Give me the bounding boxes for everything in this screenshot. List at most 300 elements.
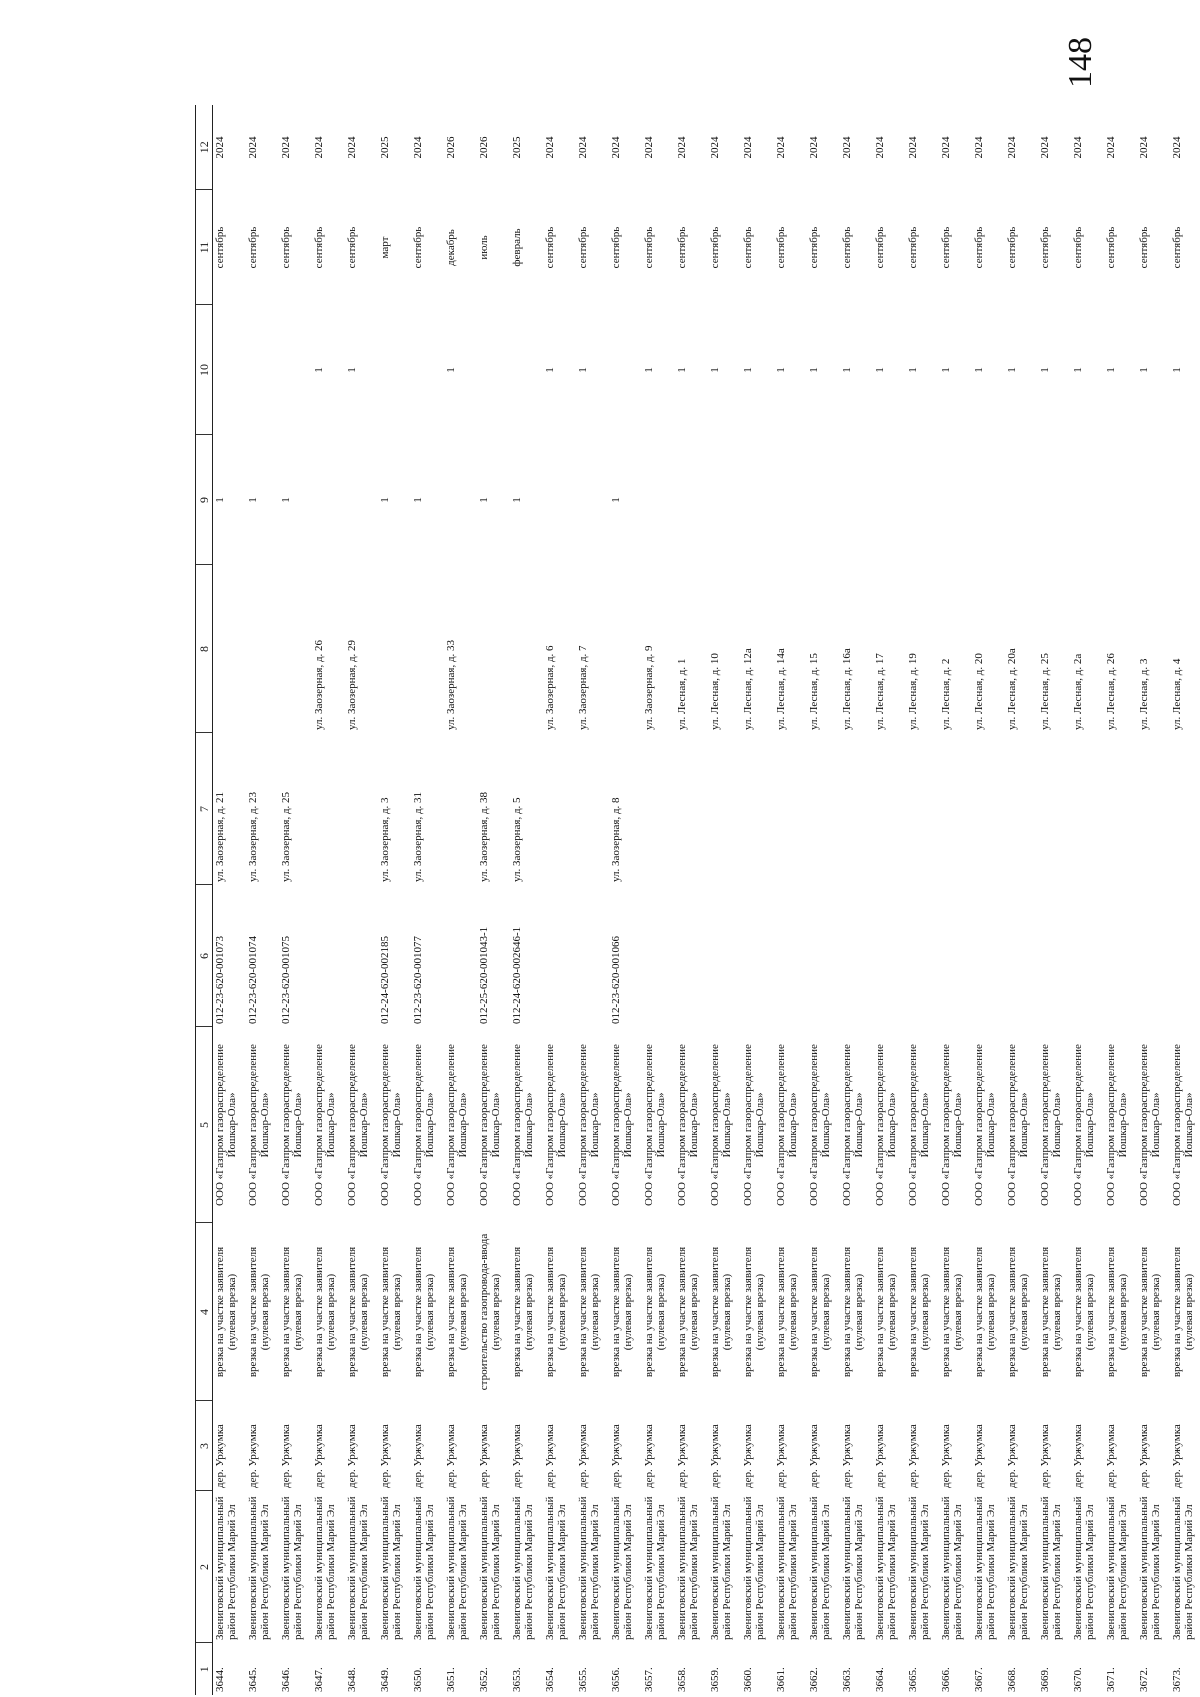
month-cell: сентябрь [775, 226, 787, 269]
year-cell: 2024 [709, 136, 721, 159]
organization-cell: ООО «Газпром газораспределение Йошкар-Ола» [676, 1044, 700, 1206]
quantity-cell: 1 [841, 367, 853, 373]
contract-number-cell: 012-23-620-001074 [247, 936, 259, 1024]
locality-cell: дер. Уржумка [1138, 1424, 1150, 1488]
quantity-cell [444, 435, 477, 565]
quantity-cell [543, 435, 576, 565]
quantity-cell [1071, 435, 1104, 565]
locality-cell: дер. Уржумка [643, 1424, 655, 1488]
row-number-cell: 3670. [1072, 1667, 1084, 1692]
quantity-cell [1104, 435, 1137, 565]
row-number-cell: 3662. [808, 1667, 820, 1692]
quantity-cell [411, 305, 444, 435]
address-cell [906, 733, 939, 885]
organization-cell: ООО «Газпром газораспределение Йошкар-Ола» [379, 1044, 403, 1206]
address-cell: ул. Лесная, д. 25 [1039, 653, 1051, 730]
address-cell: ул. Заозерная, д. 21 [214, 791, 226, 882]
organization-cell: ООО «Газпром газораспределение Йошкар-Ола» [940, 1044, 964, 1206]
work-type-cell: врезка на участке заявителя (нулевая врезка) [610, 1246, 634, 1378]
address-cell: ул. Лесная, д. 12а [742, 648, 754, 730]
table-row [213, 105, 247, 1695]
organization-cell: ООО «Газпром газораспределение Йошкар-Ола» [214, 1044, 238, 1206]
row-number-cell: 3666. [940, 1667, 952, 1692]
year-cell: 2024 [214, 136, 226, 159]
quantity-cell [279, 305, 312, 435]
locality-cell: дер. Уржумка [1072, 1424, 1084, 1488]
column-header: 8 [196, 565, 213, 733]
table-row [1170, 105, 1200, 1695]
organization-cell: ООО «Газпром газораспределение Йошкар-Ола» [1105, 1044, 1129, 1206]
organization-cell: ООО «Газпром газораспределение Йошкар-Ола» [610, 1044, 634, 1206]
district-cell: Звениговский муниципальный район Республики Марий Эл [280, 1496, 304, 1640]
address-cell [444, 733, 477, 885]
table-row [807, 105, 840, 1695]
district-cell: Звениговский муниципальный район Республики Марий Эл [1039, 1496, 1063, 1640]
quantity-cell: 1 [379, 497, 391, 503]
month-cell: февраль [511, 228, 523, 267]
quantity-cell: 1 [280, 497, 292, 503]
year-cell: 2024 [1138, 136, 1150, 159]
table-row [840, 105, 873, 1695]
year-cell: 2024 [775, 136, 787, 159]
locality-cell: дер. Уржумка [610, 1424, 622, 1488]
quantity-cell [939, 435, 972, 565]
contract-number-cell: 012-23-620-001075 [280, 936, 292, 1024]
address-cell: ул. Заозерная, д. 23 [247, 791, 259, 882]
quantity-cell: 1 [874, 367, 886, 373]
month-cell: декабрь [445, 229, 457, 266]
year-cell: 2024 [874, 136, 886, 159]
year-cell: 2024 [610, 136, 622, 159]
district-cell: Звениговский муниципальный район Республики Марий Эл [247, 1496, 271, 1640]
column-header: 7 [196, 733, 213, 885]
organization-cell: ООО «Газпром газораспределение Йошкар-Ола» [1138, 1044, 1162, 1206]
district-cell: Звениговский муниципальный район Республики Марий Эл [313, 1496, 337, 1640]
address-cell: ул. Лесная, д. 26 [1105, 653, 1117, 730]
address-cell: ул. Лесная, д. 4 [1171, 658, 1183, 730]
address-cell: ул. Заозерная, д. 29 [346, 639, 358, 730]
year-cell: 2024 [841, 136, 853, 159]
work-type-cell: врезка на участке заявителя (нулевая врезка) [379, 1246, 403, 1378]
table-row [906, 105, 939, 1695]
address-cell [543, 733, 576, 885]
quantity-cell [708, 435, 741, 565]
work-type-cell: врезка на участке заявителя (нулевая врезка) [214, 1246, 238, 1378]
address-cell: ул. Лесная, д. 19 [907, 653, 919, 730]
work-type-cell: врезка на участке заявителя (нулевая врезка) [544, 1246, 568, 1378]
locality-cell: дер. Уржумка [379, 1424, 391, 1488]
contract-number-cell [1170, 885, 1200, 1027]
table-row [1104, 105, 1137, 1695]
table-body [213, 105, 1200, 1695]
contract-number-cell [675, 885, 708, 1027]
address-cell [972, 733, 1005, 885]
month-cell: сентябрь [214, 226, 226, 269]
row-number-cell: 3664. [874, 1667, 886, 1692]
organization-cell: ООО «Газпром газораспределение Йошкар-Ола» [808, 1044, 832, 1206]
month-cell: сентябрь [709, 226, 721, 269]
district-cell: Звениговский муниципальный район Республики Марий Эл [709, 1496, 733, 1640]
address-cell [213, 565, 247, 733]
organization-cell: ООО «Газпром газораспределение Йошкар-Ола» [247, 1044, 271, 1206]
address-cell: ул. Лесная, д. 20а [1006, 648, 1018, 730]
work-type-cell: врезка на участке заявителя (нулевая врезка) [874, 1246, 898, 1378]
organization-cell: ООО «Газпром газораспределение Йошкар-Ола» [973, 1044, 997, 1206]
year-cell: 2024 [1105, 136, 1117, 159]
table-row [972, 105, 1005, 1695]
locality-cell: дер. Уржумка [775, 1424, 787, 1488]
quantity-cell [807, 435, 840, 565]
address-cell [246, 565, 279, 733]
address-cell: ул. Лесная, д. 1 [676, 658, 688, 730]
work-type-cell: врезка на участке заявителя (нулевая врезка) [1006, 1246, 1030, 1378]
row-number-cell: 3672. [1138, 1667, 1150, 1692]
month-cell: сентябрь [907, 226, 919, 269]
locality-cell: дер. Уржумка [874, 1424, 886, 1488]
district-cell: Звениговский муниципальный район Республики Марий Эл [1072, 1496, 1096, 1640]
address-cell: ул. Заозерная, д. 25 [280, 791, 292, 882]
row-number-cell: 3649. [379, 1667, 391, 1692]
contract-number-cell [840, 885, 873, 1027]
work-type-cell: врезка на участке заявителя (нулевая врезка) [742, 1246, 766, 1378]
quantity-cell [378, 305, 411, 435]
quantity-cell [213, 305, 247, 435]
table-row [411, 105, 444, 1695]
locality-cell: дер. Уржумка [973, 1424, 985, 1488]
contract-number-cell [1104, 885, 1137, 1027]
work-type-cell: врезка на участке заявителя (нулевая врезка) [1105, 1246, 1129, 1378]
year-cell: 2026 [445, 136, 457, 159]
work-type-cell: врезка на участке заявителя (нулевая врезка) [907, 1246, 931, 1378]
address-cell: ул. Заозерная, д. 8 [610, 797, 622, 882]
district-cell: Звениговский муниципальный район Республики Марий Эл [775, 1496, 799, 1640]
district-cell: Звениговский муниципальный район Республики Марий Эл [610, 1496, 634, 1640]
work-type-cell: строительство газопровода-ввода (нулевая врезка) [478, 1233, 502, 1391]
address-cell: ул. Лесная, д. 10 [709, 653, 721, 730]
contract-number-cell: 012-24-620-002646-1 [511, 926, 523, 1024]
organization-cell: ООО «Газпром газораспределение Йошкар-Ола» [742, 1044, 766, 1206]
work-type-cell: врезка на участке заявителя (нулевая врезка) [511, 1246, 535, 1378]
locality-cell: дер. Уржумка [1171, 1424, 1183, 1488]
locality-cell: дер. Уржумка [412, 1424, 424, 1488]
contract-number-cell [1005, 885, 1038, 1027]
table-row [246, 105, 279, 1695]
organization-cell: ООО «Газпром газораспределение Йошкар-Ола» [841, 1044, 865, 1206]
address-cell [1038, 733, 1071, 885]
work-type-cell: врезка на участке заявителя (нулевая врезка) [445, 1246, 469, 1378]
contract-number-cell [708, 885, 741, 1027]
locality-cell: дер. Уржумка [742, 1424, 754, 1488]
quantity-cell [609, 305, 642, 435]
month-cell: сентябрь [544, 226, 556, 269]
row-number-cell: 3656. [610, 1667, 622, 1692]
month-cell: сентябрь [874, 226, 886, 269]
table-row [741, 105, 774, 1695]
contract-number-cell [807, 885, 840, 1027]
month-cell: сентябрь [973, 226, 985, 269]
district-cell: Звениговский муниципальный район Республики Марий Эл [577, 1496, 601, 1640]
address-cell: ул. Лесная, д. 3 [1138, 658, 1150, 730]
address-cell [1170, 733, 1200, 885]
address-cell [873, 733, 906, 885]
work-type-cell: врезка на участке заявителя (нулевая врезка) [313, 1246, 337, 1378]
column-header: 4 [196, 1223, 213, 1401]
year-cell: 2024 [247, 136, 259, 159]
year-cell: 2024 [544, 136, 556, 159]
quantity-cell [312, 435, 345, 565]
locality-cell: дер. Уржумка [478, 1424, 490, 1488]
district-cell: Звениговский муниципальный район Республики Марий Эл [676, 1496, 700, 1640]
contract-number-cell [906, 885, 939, 1027]
locality-cell: дер. Уржумка [1105, 1424, 1117, 1488]
month-cell: сентябрь [676, 226, 688, 269]
locality-cell: дер. Уржумка [313, 1424, 325, 1488]
contract-number-cell [576, 885, 609, 1027]
locality-cell: дер. Уржумка [346, 1424, 358, 1488]
quantity-cell: 1 [1138, 367, 1150, 373]
row-number-cell: 3657. [643, 1667, 655, 1692]
locality-cell: дер. Уржумка [445, 1424, 457, 1488]
month-cell: сентябрь [643, 226, 655, 269]
locality-cell: дер. Уржумка [247, 1424, 259, 1488]
work-type-cell: врезка на участке заявителя (нулевая врезка) [940, 1246, 964, 1378]
table-row [378, 105, 411, 1695]
table-row [609, 105, 642, 1695]
organization-cell: ООО «Газпром газораспределение Йошкар-Ола» [412, 1044, 436, 1206]
organization-cell: ООО «Газпром газораспределение Йошкар-Ола» [346, 1044, 370, 1206]
contract-number-cell [1137, 885, 1170, 1027]
table-row [543, 105, 576, 1695]
organization-cell: ООО «Газпром газораспределение Йошкар-Ола» [874, 1044, 898, 1206]
work-type-cell: врезка на участке заявителя (нулевая врезка) [841, 1246, 865, 1378]
year-cell: 2024 [742, 136, 754, 159]
month-cell: сентябрь [313, 226, 325, 269]
organization-cell: ООО «Газпром газораспределение Йошкар-Ола» [445, 1044, 469, 1206]
work-type-cell: врезка на участке заявителя (нулевая врезка) [775, 1246, 799, 1378]
row-number-cell: 3653. [511, 1667, 523, 1692]
quantity-cell: 1 [577, 367, 589, 373]
address-cell: ул. Заозерная, д. 6 [544, 645, 556, 730]
table-row [345, 105, 378, 1695]
locality-cell: дер. Уржумка [1039, 1424, 1051, 1488]
table-row [1005, 105, 1038, 1695]
address-cell: ул. Заозерная, д. 31 [412, 791, 424, 882]
address-cell: ул. Заозерная, д. 3 [379, 797, 391, 882]
row-number-cell: 3655. [577, 1667, 589, 1692]
contract-number-cell [312, 885, 345, 1027]
address-cell [708, 733, 741, 885]
row-number-cell: 3645. [247, 1667, 259, 1692]
contract-number-cell [642, 885, 675, 1027]
contract-number-cell [741, 885, 774, 1027]
quantity-cell: 1 [643, 367, 655, 373]
work-type-cell: врезка на участке заявителя (нулевая врезка) [412, 1246, 436, 1378]
contract-number-cell [774, 885, 807, 1027]
table-row [279, 105, 312, 1695]
address-cell: ул. Лесная, д. 16а [841, 648, 853, 730]
quantity-cell [1137, 435, 1170, 565]
row-number-cell: 3659. [709, 1667, 721, 1692]
quantity-cell [1038, 435, 1071, 565]
address-cell: ул. Лесная, д. 14а [775, 648, 787, 730]
column-header: 1 [196, 1643, 213, 1695]
table-row [675, 105, 708, 1695]
contract-number-cell [1071, 885, 1104, 1027]
column-header: 9 [196, 435, 213, 565]
organization-cell: ООО «Газпром газораспределение Йошкар-Ола» [775, 1044, 799, 1206]
work-type-cell: врезка на участке заявителя (нулевая врезка) [577, 1246, 601, 1378]
quantity-cell: 1 [445, 367, 457, 373]
quantity-cell: 1 [1006, 367, 1018, 373]
table-row [444, 105, 477, 1695]
row-number-cell: 3647. [313, 1667, 325, 1692]
address-cell: ул. Заозерная, д. 38 [478, 791, 490, 882]
rotated-table-page [195, 105, 1200, 1695]
organization-cell: ООО «Газпром газораспределение Йошкар-Ола» [1072, 1044, 1096, 1206]
address-cell: ул. Заозерная, д. 7 [577, 645, 589, 730]
district-cell: Звениговский муниципальный район Республики Марий Эл [445, 1496, 469, 1640]
address-cell: ул. Лесная, д. 2а [1072, 653, 1084, 730]
quantity-cell [477, 305, 510, 435]
address-cell [279, 565, 312, 733]
work-type-cell: врезка на участке заявителя (нулевая врезка) [1138, 1246, 1162, 1378]
table-row [939, 105, 972, 1695]
table-row [1071, 105, 1104, 1695]
row-number-cell: 3660. [742, 1667, 754, 1692]
locality-cell: дер. Уржумка [577, 1424, 589, 1488]
locality-cell: дер. Уржумка [511, 1424, 523, 1488]
work-type-cell: врезка на участке заявителя (нулевая врезка) [808, 1246, 832, 1378]
row-number-cell: 3668. [1006, 1667, 1018, 1692]
address-cell [1071, 733, 1104, 885]
locality-cell: дер. Уржумка [907, 1424, 919, 1488]
address-cell [411, 565, 444, 733]
year-cell: 2024 [1006, 136, 1018, 159]
locality-cell: дер. Уржумка [808, 1424, 820, 1488]
column-number-header-row [196, 105, 213, 1695]
column-header: 2 [196, 1491, 213, 1643]
month-cell: сентябрь [940, 226, 952, 269]
district-cell: Звениговский муниципальный район Республики Марий Эл [346, 1496, 370, 1640]
row-number-cell: 3646. [280, 1667, 292, 1692]
organization-cell: ООО «Газпром газораспределение Йошкар-Ола» [1171, 1044, 1195, 1206]
month-cell: сентябрь [841, 226, 853, 269]
month-cell: сентябрь [412, 226, 424, 269]
organization-cell: ООО «Газпром газораспределение Йошкар-Ола» [1006, 1044, 1030, 1206]
month-cell: сентябрь [280, 226, 292, 269]
row-number-cell: 3673. [1171, 1667, 1183, 1692]
organization-cell: ООО «Газпром газораспределение Йошкар-Ола» [280, 1044, 304, 1206]
work-type-cell: врезка на участке заявителя (нулевая врезка) [247, 1246, 271, 1378]
district-cell: Звениговский муниципальный район Республики Марий Эл [1138, 1496, 1162, 1640]
column-header: 3 [196, 1401, 213, 1491]
month-cell: июль [478, 235, 490, 260]
contract-number-cell: 012-23-620-001073 [214, 936, 226, 1024]
page-number: 148 [1062, 37, 1099, 88]
quantity-cell: 1 [709, 367, 721, 373]
row-number-cell: 3658. [676, 1667, 688, 1692]
month-cell: сентябрь [610, 226, 622, 269]
organization-cell: ООО «Газпром газораспределение Йошкар-Ола» [478, 1044, 502, 1206]
work-type-cell: врезка на участке заявителя (нулевая врезка) [346, 1246, 370, 1378]
month-cell: сентябрь [1039, 226, 1051, 269]
row-number-cell: 3661. [775, 1667, 787, 1692]
work-type-cell: врезка на участке заявителя (нулевая врезка) [1171, 1246, 1195, 1378]
address-cell [741, 733, 774, 885]
column-header: 5 [196, 1027, 213, 1223]
quantity-cell [972, 435, 1005, 565]
quantity-cell: 1 [313, 367, 325, 373]
month-cell: сентябрь [1171, 226, 1183, 269]
address-cell [642, 733, 675, 885]
row-number-cell: 3652. [478, 1667, 490, 1692]
quantity-cell: 1 [412, 497, 424, 503]
address-cell: ул. Заозерная, д. 26 [313, 639, 325, 730]
gasification-register-table [195, 105, 1200, 1695]
address-cell: ул. Лесная, д. 20 [973, 653, 985, 730]
year-cell: 2025 [379, 136, 391, 159]
locality-cell: дер. Уржумка [676, 1424, 688, 1488]
quantity-cell: 1 [478, 497, 490, 503]
quantity-cell [1005, 435, 1038, 565]
quantity-cell: 1 [1171, 367, 1183, 373]
organization-cell: ООО «Газпром газораспределение Йошкар-Ола» [511, 1044, 535, 1206]
row-number-cell: 3651. [445, 1667, 457, 1692]
quantity-cell: 1 [775, 367, 787, 373]
locality-cell: дер. Уржумка [709, 1424, 721, 1488]
address-cell [1104, 733, 1137, 885]
work-type-cell: врезка на участке заявителя (нулевая врезка) [280, 1246, 304, 1378]
quantity-cell [840, 435, 873, 565]
quantity-cell: 1 [346, 367, 358, 373]
quantity-cell: 1 [214, 497, 226, 503]
table-row [477, 105, 510, 1695]
address-cell: ул. Лесная, д. 17 [874, 653, 886, 730]
year-cell: 2024 [940, 136, 952, 159]
district-cell: Звениговский муниципальный район Республики Марий Эл [1105, 1496, 1129, 1640]
year-cell: 2024 [280, 136, 292, 159]
quantity-cell: 1 [544, 367, 556, 373]
district-cell: Звениговский муниципальный район Республики Марий Эл [874, 1496, 898, 1640]
district-cell: Звениговский муниципальный район Республики Марий Эл [478, 1496, 502, 1640]
column-header: 12 [196, 105, 213, 190]
district-cell: Звениговский муниципальный район Республики Марий Эл [973, 1496, 997, 1640]
organization-cell: ООО «Газпром газораспределение Йошкар-Ола» [577, 1044, 601, 1206]
table-row [774, 105, 807, 1695]
table-row [642, 105, 675, 1695]
month-cell: сентябрь [742, 226, 754, 269]
address-cell [1137, 733, 1170, 885]
district-cell: Звениговский муниципальный район Республики Марий Эл [907, 1496, 931, 1640]
table-row [576, 105, 609, 1695]
quantity-cell: 1 [511, 497, 523, 503]
quantity-cell: 1 [1039, 367, 1051, 373]
district-cell: Звениговский муниципальный район Республики Марий Эл [841, 1496, 865, 1640]
contract-number-cell: 012-23-620-001077 [412, 936, 424, 1024]
address-cell [345, 733, 378, 885]
district-cell: Звениговский муниципальный район Республики Марий Эл [808, 1496, 832, 1640]
contract-number-cell [873, 885, 906, 1027]
address-cell [939, 733, 972, 885]
address-cell [576, 733, 609, 885]
quantity-cell: 1 [940, 367, 952, 373]
address-cell: ул. Лесная, д. 2 [940, 658, 952, 730]
contract-number-cell: 012-25-620-001043-1 [478, 926, 490, 1024]
month-cell: сентябрь [346, 226, 358, 269]
quantity-cell [675, 435, 708, 565]
quantity-cell: 1 [247, 497, 259, 503]
address-cell: ул. Заозерная, д. 9 [643, 645, 655, 730]
